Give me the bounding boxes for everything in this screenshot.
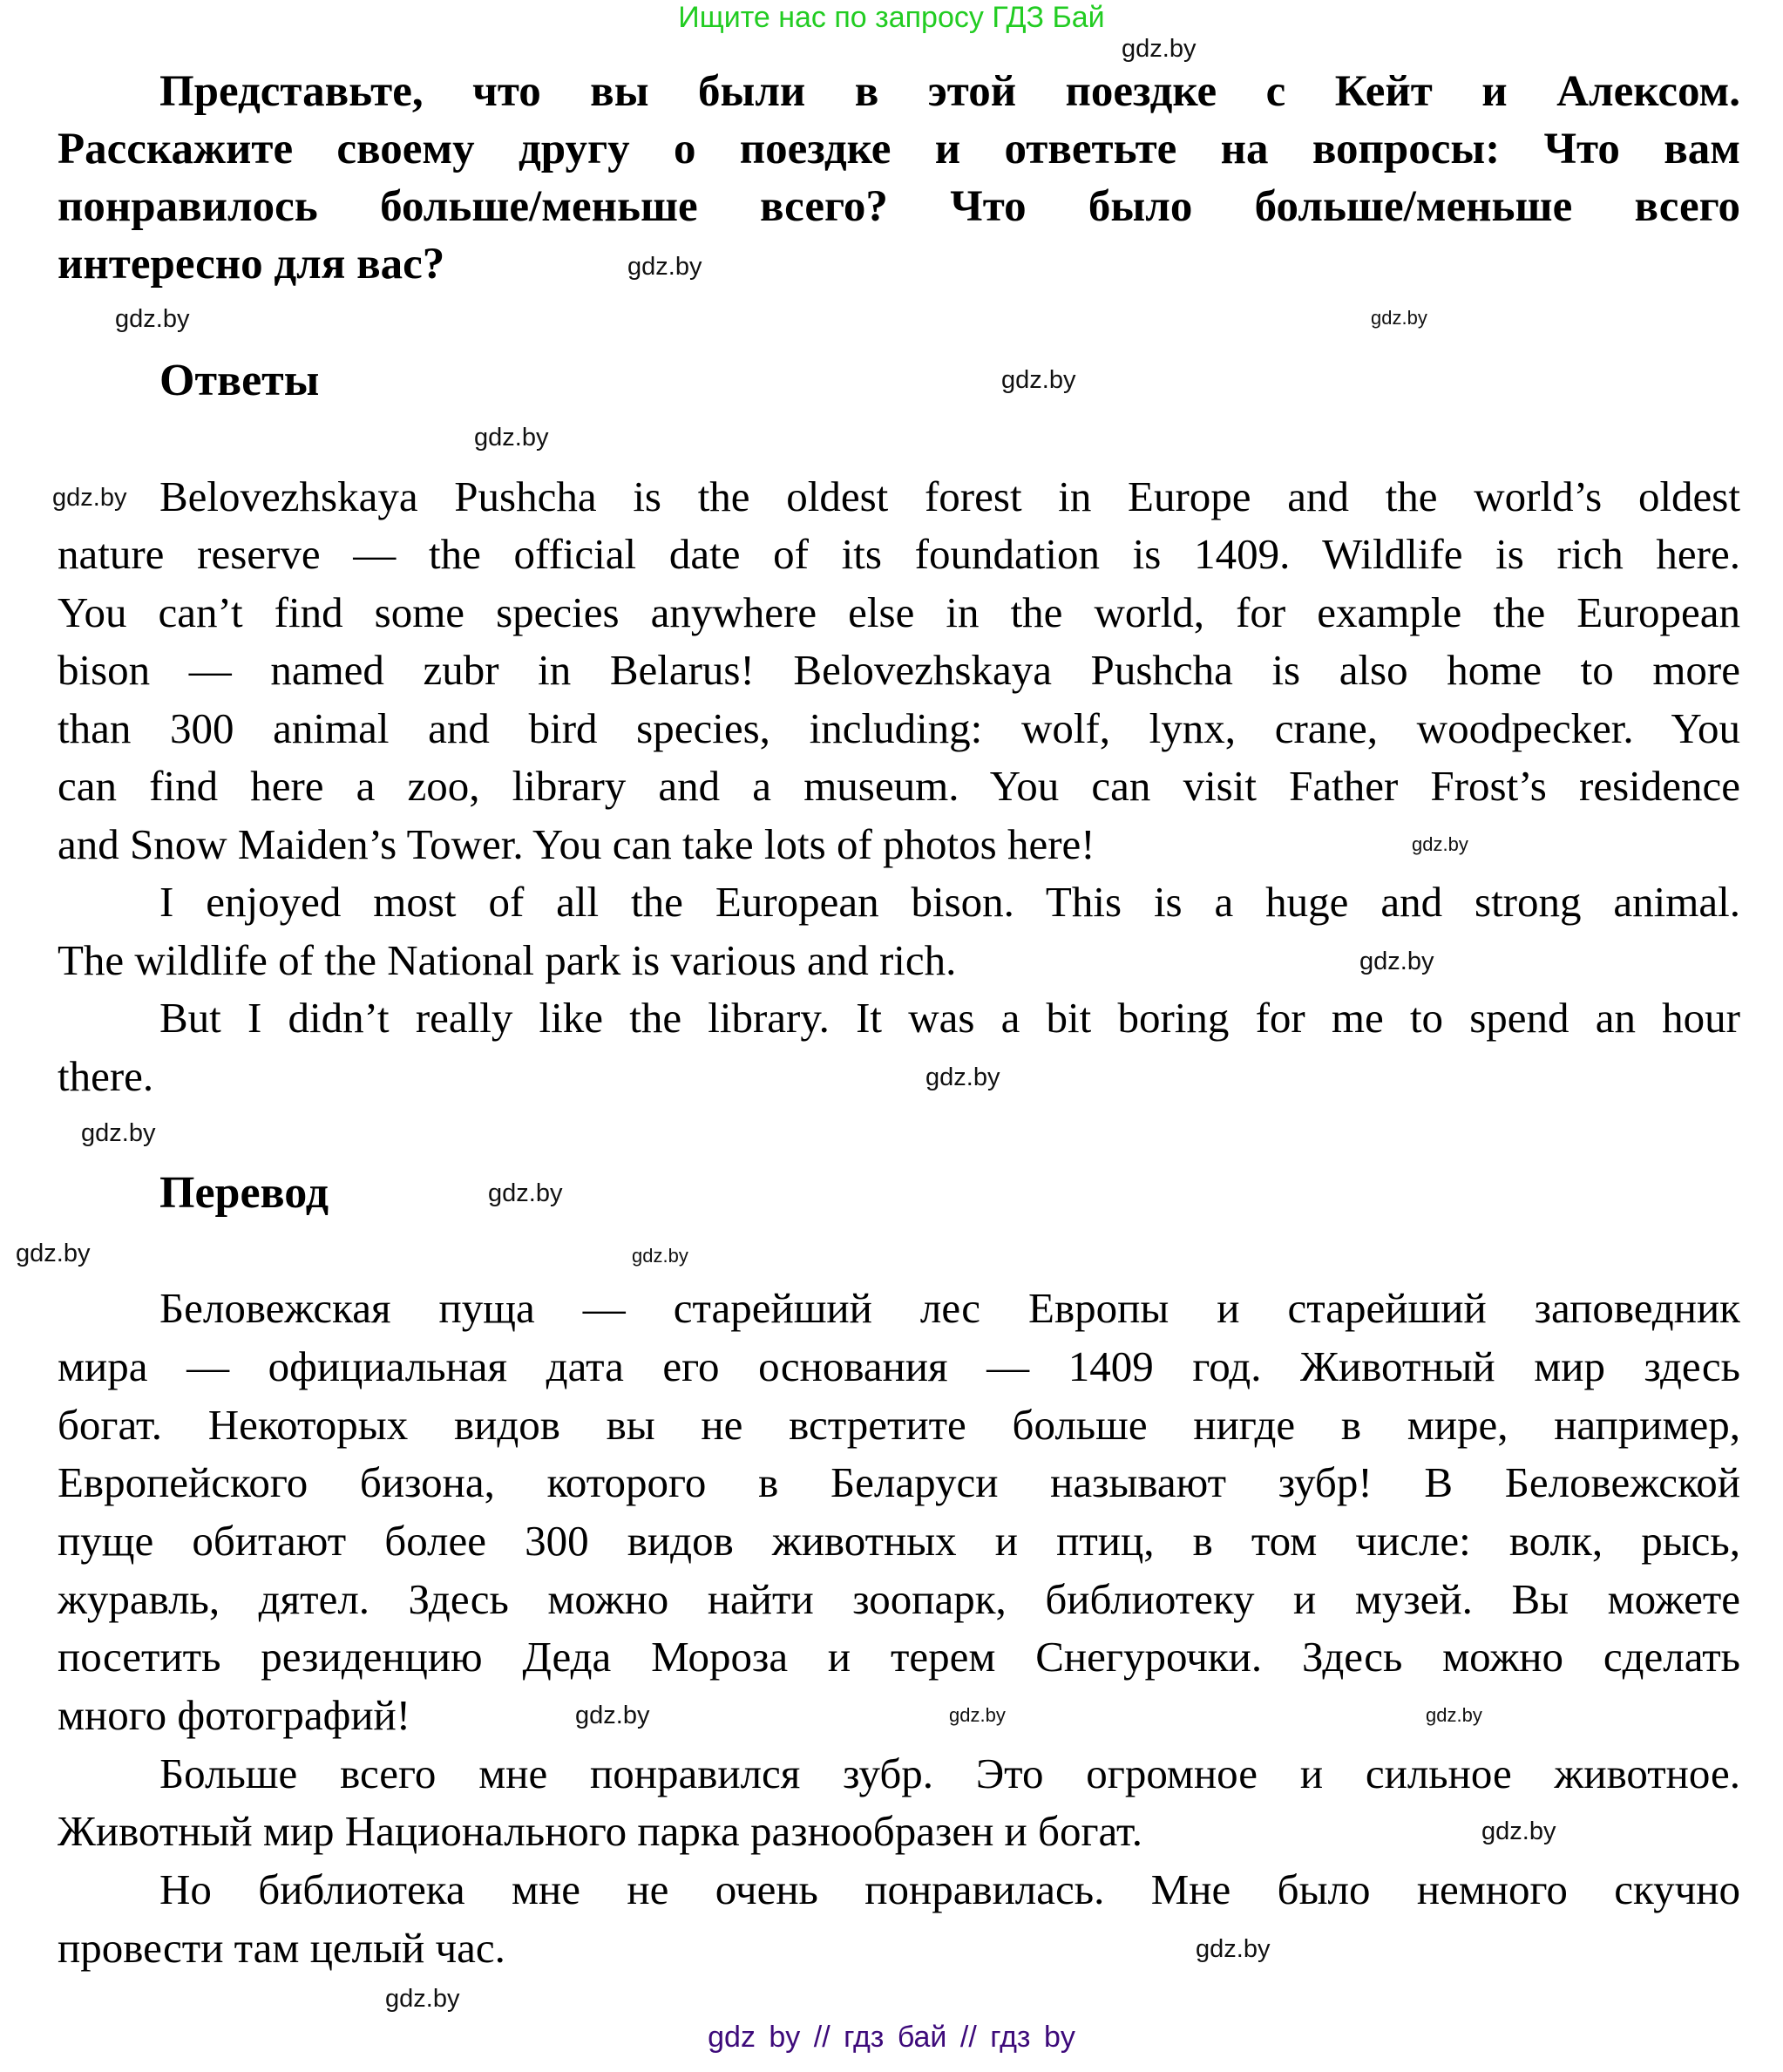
answer-line: there. xyxy=(58,1052,154,1100)
answer-line: But I didn’t really like the library. It was a bit boring for me to spend an hour xyxy=(159,994,1740,1042)
translation-line: Европейского бизона, которого в Беларуси называют зубр! В Беловежской xyxy=(58,1458,1740,1506)
answer-line: bison — named zubr in Belarus! Belovezhskaya Pushcha is also home to more xyxy=(58,646,1740,694)
translation-line: мира — официальная дата его основания — 1409 год. Животный мир здесь xyxy=(58,1342,1740,1390)
answer-line: The wildlife of the National park is various and rich. xyxy=(58,936,957,984)
translation-line: Больше всего мне понравился зубр. Это огромное и сильное животное. xyxy=(159,1749,1740,1797)
translation-heading: Перевод xyxy=(159,1168,329,1218)
translation-line: Но библиотека мне не очень понравилась. Мне было немного скучно xyxy=(159,1865,1740,1913)
watermark: gdz.by xyxy=(16,1240,91,1267)
search-banner[interactable]: Ищите нас по запросу ГДЗ Бай xyxy=(678,1,1105,34)
watermark: gdz.by xyxy=(1371,307,1427,329)
watermark: gdz.by xyxy=(1001,366,1076,394)
watermark: gdz.by xyxy=(52,484,127,512)
watermark: gdz.by xyxy=(474,424,549,452)
answers-heading: Ответы xyxy=(159,356,320,405)
watermark: gdz.by xyxy=(488,1179,563,1207)
watermark: gdz.by xyxy=(949,1704,1006,1726)
watermark: gdz.by xyxy=(385,1985,460,2013)
translation-line: много фотографий! xyxy=(58,1691,411,1739)
watermark: gdz.by xyxy=(1196,1935,1271,1963)
translation-line: Животный мир Национального парка разнообразен и богат. xyxy=(58,1807,1143,1855)
answer-line: than 300 animal and bird species, including: wolf, lynx, crane, woodpecker. You xyxy=(58,704,1740,752)
watermark: gdz.by xyxy=(1426,1704,1482,1726)
translation-line: Беловежская пуща — старейший лес Европы и старейший заповедник xyxy=(159,1284,1740,1332)
watermark: gdz.by xyxy=(1359,948,1434,975)
watermark: gdz.by xyxy=(115,305,190,333)
answer-line: can find here a zoo, library and a museum. You can visit Father Frost’s residence xyxy=(58,762,1740,810)
translation-line: журавль, дятел. Здесь можно найти зоопарк, библиотеку и музей. Вы можете xyxy=(58,1575,1740,1623)
translation-line: провести там целый час. xyxy=(58,1924,505,1972)
watermark: gdz.by xyxy=(925,1063,1000,1091)
answer-line: and Snow Maiden’s Tower. You can take lots of photos here! xyxy=(58,820,1095,868)
watermark: gdz.by xyxy=(627,253,702,281)
translation-line: посетить резиденцию Деда Мороза и терем Снегурочки. Здесь можно сделать xyxy=(58,1633,1740,1681)
answer-line: You can’t find some species anywhere else in the world, for example the European xyxy=(58,588,1740,636)
answer-line: I enjoyed most of all the European bison. This is a huge and strong animal. xyxy=(159,878,1740,926)
task-line: интересно для вас? xyxy=(58,240,445,289)
footer-links[interactable]: gdz by // гдз бай // гдз by xyxy=(708,2021,1075,2054)
task-line: Представьте, что вы были в этой поездке с Кейт и Алексом. xyxy=(159,67,1740,116)
answer-line: nature reserve — the official date of its foundation is 1409. Wildlife is rich here. xyxy=(58,530,1740,578)
answer-line: Belovezhskaya Pushcha is the oldest forest in Europe and the world’s oldest xyxy=(159,472,1740,520)
watermark: gdz.by xyxy=(1481,1817,1556,1845)
task-line: понравилось больше/меньше всего? Что было больше/меньше всего xyxy=(58,182,1740,231)
translation-line: пуще обитают более 300 видов животных и птиц, в том числе: волк, рысь, xyxy=(58,1517,1740,1565)
watermark: gdz.by xyxy=(632,1245,688,1267)
task-line: Расскажите своему другу о поездке и ответьте на вопросы: Что вам xyxy=(58,125,1740,173)
watermark: gdz.by xyxy=(575,1702,650,1729)
watermark: gdz.by xyxy=(1412,833,1468,855)
translation-line: богат. Некоторых видов вы не встретите больше нигде в мире, например, xyxy=(58,1401,1740,1449)
watermark: gdz.by xyxy=(1122,35,1197,63)
watermark: gdz.by xyxy=(81,1119,156,1147)
